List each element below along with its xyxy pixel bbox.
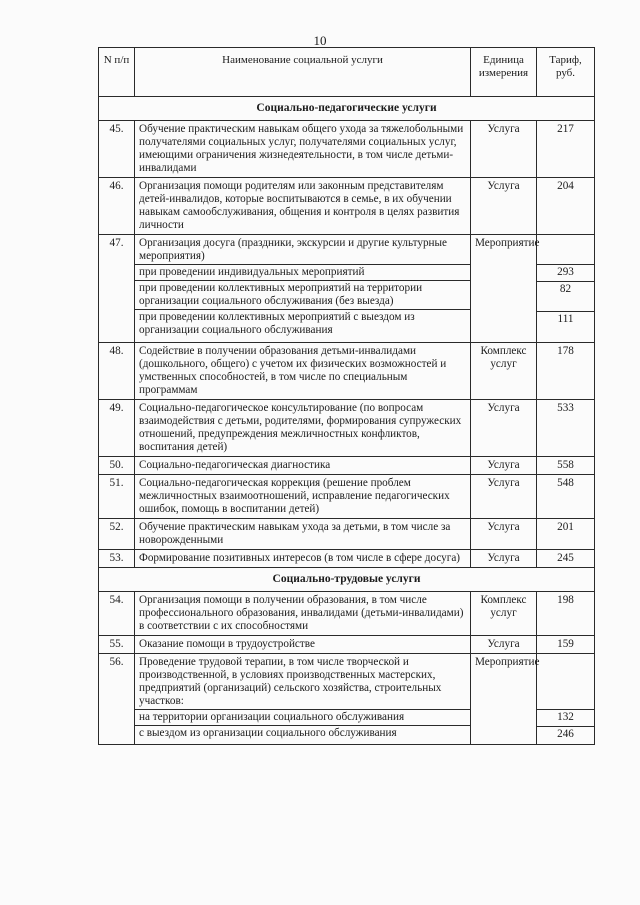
- table-row: [99, 519, 595, 550]
- service-name-cell: [135, 550, 471, 568]
- service-subitem: при проведении коллективных мероприятий с выездом из организации социального обслуживания: [135, 309, 470, 337]
- row-number: 48.: [99, 343, 135, 400]
- service-subitem: при проведении коллективных мероприятий на территории организации социального обслуживания (без выезда): [135, 280, 470, 308]
- header-unit: Единица измерения: [471, 48, 537, 97]
- tariff-value: 178: [557, 345, 574, 357]
- service-name: Социально-педагогическая коррекция (решение проблем межличностных взаимоотношений, исправление педагогических ошибок, помощь в воспитании детей): [139, 477, 450, 515]
- tariff-value: 533: [557, 402, 574, 414]
- header-name: Наименование социальной услуги: [135, 48, 471, 97]
- unit-cell: Мероприятие: [471, 235, 537, 343]
- table-row: [99, 178, 595, 235]
- tariff-cell: [537, 550, 595, 568]
- table-row: [99, 550, 595, 568]
- service-name: Обучение практическим навыкам ухода за детьми, в том числе за новорожденными: [139, 521, 451, 546]
- table-row: [99, 475, 595, 519]
- table-row: [99, 457, 595, 475]
- table-row: [99, 235, 595, 343]
- table-row: [99, 592, 595, 636]
- tariff-value: 548: [557, 477, 574, 489]
- subitem-tariff: 132: [537, 709, 594, 725]
- unit-cell: Услуга: [471, 178, 537, 235]
- unit-cell: Услуга: [471, 457, 537, 475]
- tariff-value: 217: [557, 123, 574, 135]
- tariff-cell: [537, 400, 595, 457]
- service-name-cell: [135, 592, 471, 636]
- row-number: 55.: [99, 636, 135, 654]
- row-number: 56.: [99, 654, 135, 745]
- tariff-cell: [537, 592, 595, 636]
- service-subitem: с выездом из организации социального обслуживания: [135, 725, 470, 740]
- tariff-cell: [537, 178, 595, 235]
- service-name: Формирование позитивных интересов (в том числе в сфере досуга): [139, 552, 461, 564]
- tariff-blank: [541, 237, 590, 263]
- unit-cell: Услуга: [471, 519, 537, 550]
- tariff-value: 159: [557, 638, 574, 650]
- unit-cell: Комплекс услуг: [471, 343, 537, 400]
- service-name-cell: [135, 235, 471, 343]
- service-name: Содействие в получении образования детьми-инвалидами (дошкольного, общего) с учетом их физических возможностей и умственных способностей, в том числе по специальным программам: [139, 345, 447, 396]
- service-name-cell: [135, 654, 471, 745]
- service-name-cell: [135, 636, 471, 654]
- tariff-value: 204: [557, 180, 574, 192]
- subitem-tariff: 293: [537, 264, 594, 280]
- service-name: Социально-педагогическое консультирование (по вопросам взаимодействия с детьми, родителями, формирования супружеских отношений, предупреждения межличностных конфликтов, воспитания детей): [139, 402, 462, 453]
- unit-cell: Услуга: [471, 121, 537, 178]
- service-name: Организация досуга (праздники, экскурсии и другие культурные мероприятия): [139, 237, 448, 262]
- tariff-cell: [537, 636, 595, 654]
- service-name-cell: [135, 400, 471, 457]
- row-number: 52.: [99, 519, 135, 550]
- unit-cell: Услуга: [471, 636, 537, 654]
- row-number: 45.: [99, 121, 135, 178]
- service-name-cell: [135, 519, 471, 550]
- subitem-tariff: 82: [537, 281, 594, 310]
- tariff-cell: [537, 654, 595, 745]
- row-number: 54.: [99, 592, 135, 636]
- unit-cell: Услуга: [471, 550, 537, 568]
- table-row: [99, 121, 595, 178]
- section-title: Социально-педагогические услуги: [99, 97, 595, 121]
- service-name-cell: [135, 121, 471, 178]
- table-header-row: [99, 48, 595, 97]
- section-row: [99, 568, 595, 592]
- row-number: 53.: [99, 550, 135, 568]
- service-name: Оказание помощи в трудоустройстве: [139, 638, 315, 650]
- row-number: 46.: [99, 178, 135, 235]
- unit-cell: Услуга: [471, 400, 537, 457]
- tariff-blank: [541, 656, 590, 708]
- tariff-value: 198: [557, 594, 574, 606]
- tariff-cell: [537, 457, 595, 475]
- service-subitem: на территории организации социального обслуживания: [135, 709, 470, 724]
- tariff-cell: [537, 235, 595, 343]
- tariff-value: 201: [557, 521, 574, 533]
- table-row: [99, 636, 595, 654]
- service-name: Социально-педагогическая диагностика: [139, 459, 331, 471]
- service-name: Обучение практическим навыкам общего ухода за тяжелобольными получателями социальных услуг, получателями социальных услуг, имеющими ограничения жизнедеятельности, в том числе детьми-инвалидами: [139, 123, 464, 174]
- table-row: [99, 654, 595, 745]
- service-name: Проведение трудовой терапии, в том числе творческой и производственной, в условиях производственных мастерских, предприятий (организаций) сельского хозяйства, строительных участков:: [139, 656, 442, 707]
- tariff-value: 558: [557, 459, 574, 471]
- service-subitem: при проведении индивидуальных мероприятий: [135, 264, 470, 279]
- header-price: Тариф, руб.: [537, 48, 595, 97]
- table-row: [99, 343, 595, 400]
- unit-cell: Комплекс услуг: [471, 592, 537, 636]
- service-name-cell: [135, 475, 471, 519]
- tariff-cell: [537, 519, 595, 550]
- service-name-cell: [135, 457, 471, 475]
- service-name-cell: [135, 178, 471, 235]
- tariff-cell: [537, 121, 595, 178]
- section-row: [99, 97, 595, 121]
- service-name: Организация помощи родителям или законным представителям детей-инвалидов, которые воспитываются в семье, в их обучении навыкам самообслуживания, общения и контроля в целях развития личности: [139, 180, 460, 231]
- unit-cell: Услуга: [471, 475, 537, 519]
- tariff-cell: [537, 343, 595, 400]
- row-number: 49.: [99, 400, 135, 457]
- row-number: 51.: [99, 475, 135, 519]
- subitem-tariff: 246: [537, 726, 594, 742]
- unit-cell: Мероприятие: [471, 654, 537, 745]
- row-number: 50.: [99, 457, 135, 475]
- subitem-tariff: 111: [537, 311, 594, 340]
- tariff-cell: [537, 475, 595, 519]
- tariff-table: [98, 47, 595, 745]
- service-name-cell: [135, 343, 471, 400]
- table-row: [99, 400, 595, 457]
- section-title: Социально-трудовые услуги: [99, 568, 595, 592]
- page-number: 10: [313, 33, 327, 48]
- table-body: [99, 97, 595, 745]
- row-number: 47.: [99, 235, 135, 343]
- tariff-value: 245: [557, 552, 574, 564]
- service-name: Организация помощи в получении образования, в том числе профессионального образования, инвалидами (детьми-инвалидами) в соответствии с их способностями: [139, 594, 464, 632]
- header-num: N п/п: [99, 48, 135, 97]
